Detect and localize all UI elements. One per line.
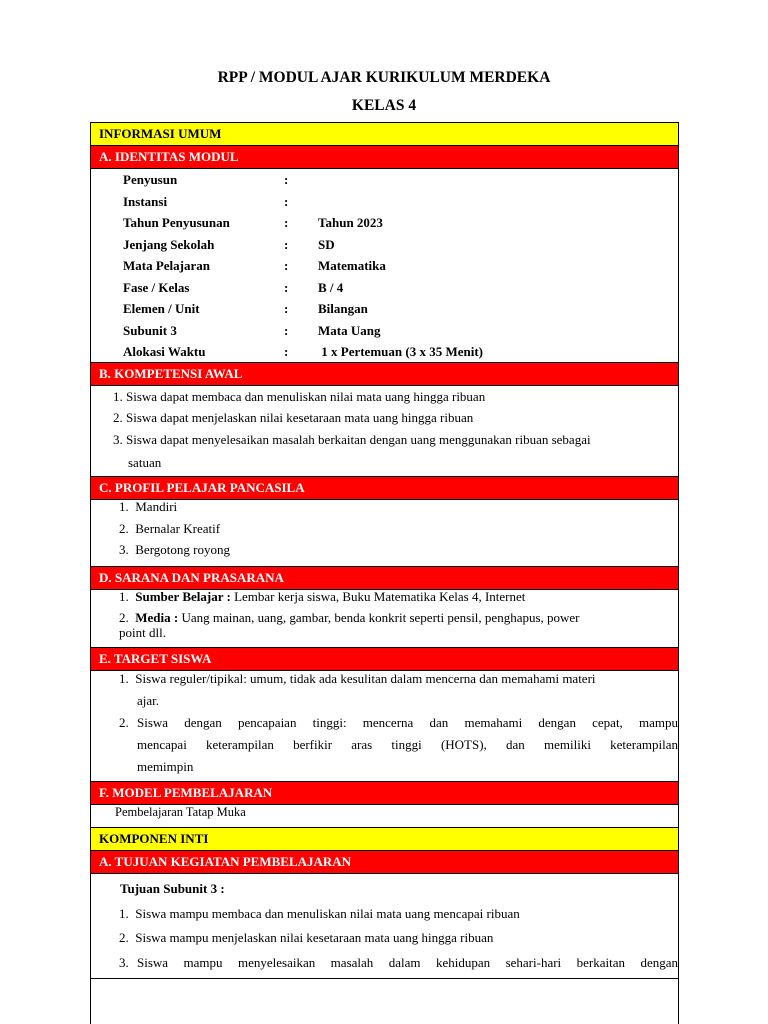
tujuan-list (91, 874, 678, 979)
informasi-umum-header: INFORMASI UMUM (91, 122, 678, 146)
list-item-text: mencapai keterampilan berfikir aras tinggi (HOTS), dan memiliki keterampilan (137, 737, 678, 752)
tujuan-pembelajaran-header: A. TUJUAN KEGIATAN PEMBELAJARAN (91, 850, 678, 874)
identitas-row: Instansi : (123, 193, 289, 209)
list-item: 2. Media : Uang mainan, uang, gambar, benda konkrit seperti pensil, penghapus, power (119, 610, 580, 625)
tujuan-subtitle: Tujuan Subunit 3 : (120, 881, 225, 896)
identitas-row: Penyusun : (123, 172, 289, 187)
komponen-inti-header: KOMPONEN INTI (91, 827, 678, 851)
profil-pelajar-header: C. PROFIL PELAJAR PANCASILA (91, 476, 678, 500)
target-list (91, 671, 678, 781)
document-subtitle: KELAS 4 (351, 97, 417, 114)
kompetensi-awal-header: B. KOMPETENSI AWAL (91, 362, 678, 386)
profil-list (91, 500, 678, 566)
list-item-continuation: ajar. (137, 693, 160, 708)
list-item-text: Siswa mampu menyelesaikan masalah dalam kehidupan sehari-hari berkaitan dengan (137, 955, 678, 970)
identitas-row: Jenjang Sekolah : SD (123, 236, 335, 252)
identitas-row: Fase / Kelas : B / 4 (123, 279, 344, 295)
list-item: 1. Sumber Belajar : Lembar kerja siswa, Buku Matematika Kelas 4, Internet (119, 589, 526, 604)
sarana-list (91, 590, 678, 647)
list-item-continuation: satuan (128, 455, 162, 470)
list-item: 2. Siswa dapat menjelaskan nilai kesetaraan mata uang hingga ribuan (113, 410, 474, 425)
model-text: Pembelajaran Tatap Muka (115, 805, 246, 819)
list-item: 2. (119, 715, 129, 730)
document-title: RPP / MODUL AJAR KURIKULUM MERDEKA (217, 69, 551, 86)
rpp-document (90, 122, 679, 1024)
identitas-row: Alokasi Waktu : 1 x Pertemuan (3 x 35 Menit) (123, 344, 483, 359)
list-item: 1. Siswa reguler/tipikal: umum, tidak ada kesulitan dalam mencerna dan memahami materi (119, 671, 596, 686)
list-item-text: memimpin (137, 759, 194, 774)
list-item: 3. (119, 955, 129, 970)
identitas-row: Mata Pelajaran : Matematika (123, 258, 386, 273)
list-item: 1. Siswa mampu membaca dan menuliskan nilai mata uang mencapai ribuan (119, 906, 520, 921)
kompetensi-list (91, 386, 678, 476)
model-content (91, 805, 678, 827)
list-item-continuation: point dll. (119, 625, 166, 640)
identitas-table (91, 169, 678, 362)
identitas-row: Tahun Penyusunan : Tahun 2023 (123, 215, 383, 230)
model-pembelajaran-header: F. MODEL PEMBELAJARAN (91, 781, 678, 805)
identitas-row: Subunit 3 : Mata Uang (123, 322, 381, 338)
target-siswa-header: E. TARGET SISWA (91, 647, 678, 671)
identitas-row: Elemen / Unit : Bilangan (123, 301, 368, 316)
list-item-text: Siswa dengan pencapaian tinggi: mencerna dan memahami dengan cepat, mampu (137, 715, 678, 730)
list-item: 3. Siswa dapat menyelesaikan masalah berkaitan dengan uang menggunakan ribuan sebagai (113, 432, 591, 447)
identitas-modul-header: A. IDENTITAS MODUL (91, 145, 678, 169)
sarana-prasarana-header: D. SARANA DAN PRASARANA (91, 566, 678, 590)
list-item: 2. Bernalar Kreatif (119, 521, 221, 536)
list-item: 1. Mandiri (119, 499, 178, 514)
list-item: 2. Siswa mampu menjelaskan nilai kesetaraan mata uang hingga ribuan (119, 930, 494, 945)
list-item: 3. Bergotong royong (119, 542, 230, 557)
list-item: 1. Siswa dapat membaca dan menuliskan nilai mata uang hingga ribuan (113, 389, 486, 404)
